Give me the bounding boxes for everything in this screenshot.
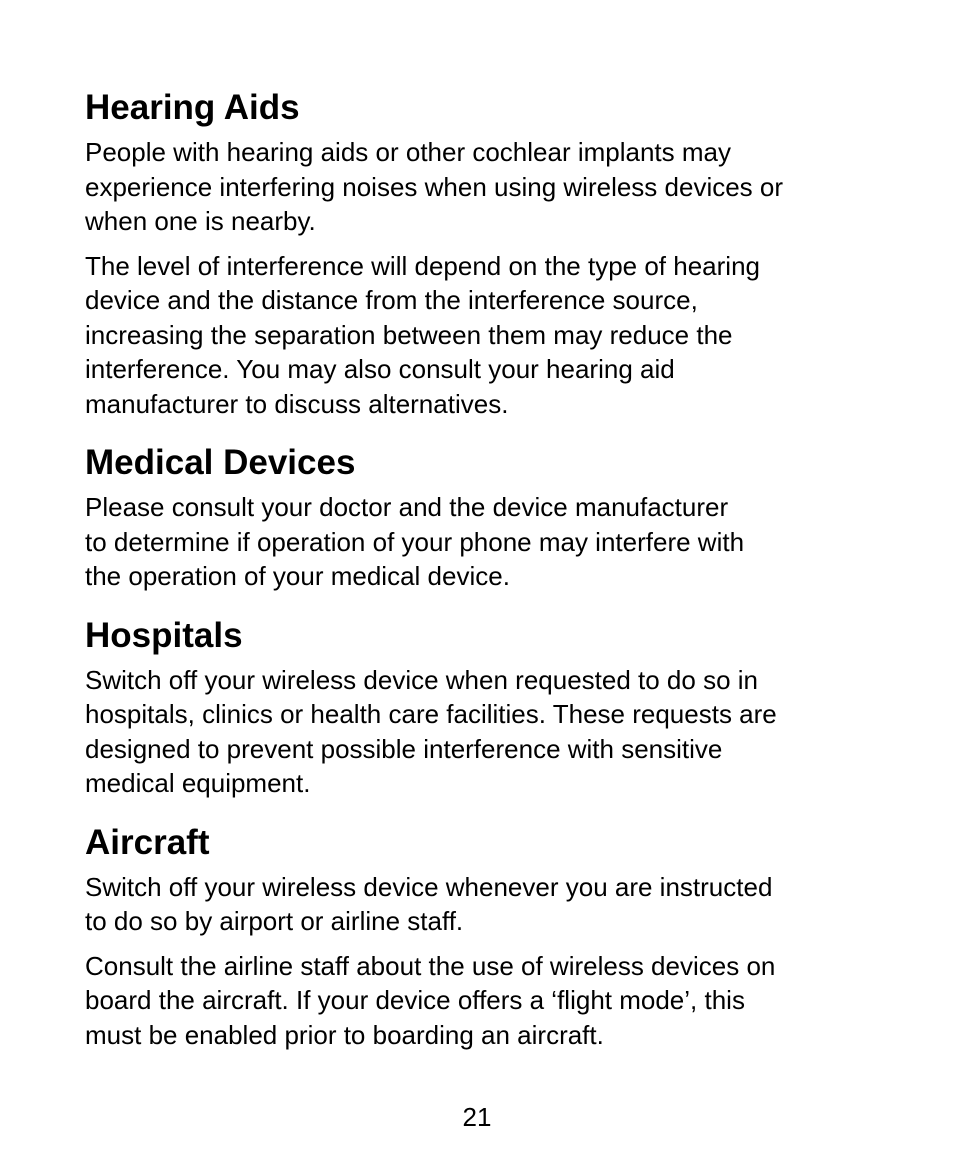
section-hospitals — [85, 614, 905, 801]
section-paragraph: Please consult your doctor and the device manufacturer to determine if operation of your phone may interfere with the operation of your medical device. — [85, 492, 745, 591]
section-heading: Hearing Aids — [85, 88, 300, 127]
section-paragraph: Consult the airline staff about the use of wireless devices on board the aircraft. If your device offers a ‘flight mode’, this must be enabled prior to boarding an aircraft. — [85, 950, 776, 1050]
section-aircraft — [85, 821, 905, 1053]
section-paragraph: Switch off your wireless device whenever you are instructed to do so by airport or airline staff. — [85, 871, 773, 936]
page-number: 21 — [462, 1102, 492, 1132]
section-heading: Medical Devices — [85, 443, 356, 482]
section-heading: Hospitals — [85, 615, 243, 655]
section-paragraph: People with hearing aids or other cochlear implants may experience interfering noises when using wireless devices or when one is nearby. — [85, 137, 784, 236]
section-paragraph: The level of interference will depend on the type of hearing device and the distance from the interference source, increasing the separation between them may reduce the interference. You may also consult your hearing aid manufacturer to discuss alternatives. — [85, 250, 760, 419]
document-page — [85, 86, 905, 1062]
section-hearing-aids — [85, 86, 905, 421]
section-paragraph: Switch off your wireless device when requested to do so in hospitals, clinics or health care facilities. These requests are designed to prevent possible interference with sensitive medical equipment. — [85, 664, 777, 798]
section-heading: Aircraft — [85, 822, 210, 862]
section-medical-devices — [85, 441, 905, 594]
